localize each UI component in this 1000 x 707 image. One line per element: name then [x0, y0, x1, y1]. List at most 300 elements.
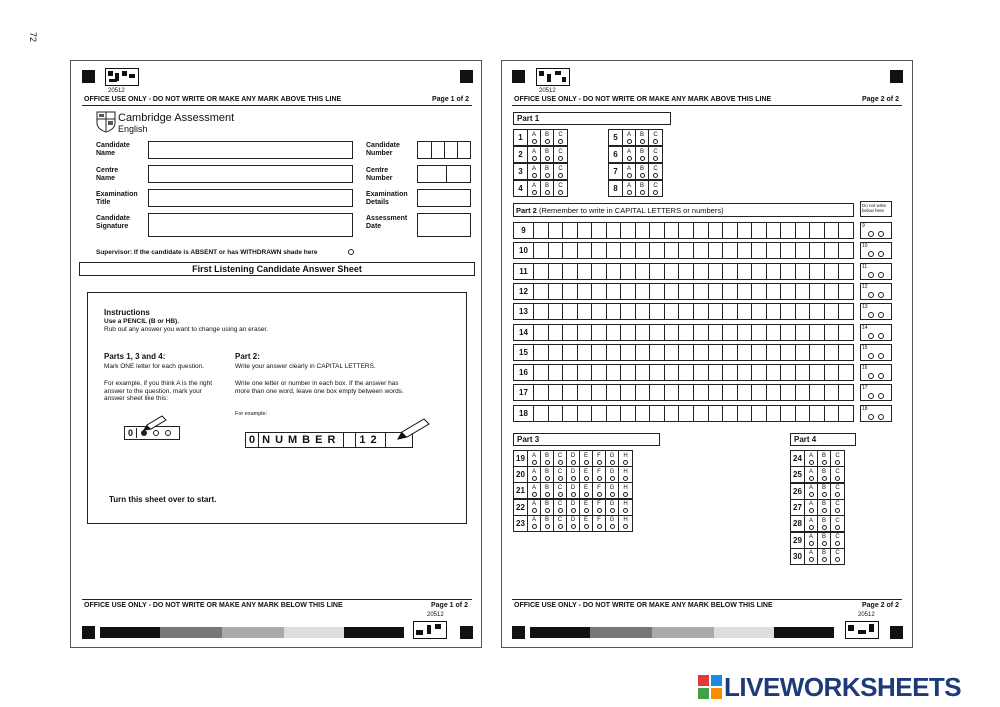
letter-box[interactable]	[738, 304, 753, 319]
letter-box[interactable]	[752, 325, 767, 340]
answer-option[interactable]	[649, 147, 662, 162]
answer-option[interactable]	[623, 147, 636, 162]
letter-box[interactable]	[636, 406, 651, 421]
letter-box[interactable]	[534, 406, 549, 421]
letter-box[interactable]	[592, 385, 607, 400]
option-bubble[interactable]	[623, 508, 628, 513]
letter-box[interactable]	[709, 345, 724, 360]
answer-option[interactable]	[805, 500, 818, 515]
letter-box[interactable]	[621, 325, 636, 340]
letter-box[interactable]	[534, 243, 549, 258]
option-bubble[interactable]	[532, 139, 537, 144]
answer-option[interactable]	[541, 451, 554, 466]
option-bubble[interactable]	[623, 476, 628, 481]
letter-box[interactable]	[723, 345, 738, 360]
answer-option[interactable]	[649, 181, 662, 196]
option-bubble[interactable]	[545, 190, 550, 195]
letter-box[interactable]	[534, 284, 549, 299]
letter-box[interactable]	[636, 284, 651, 299]
answer-option[interactable]	[541, 500, 554, 515]
option-bubble[interactable]	[623, 492, 628, 497]
letter-box[interactable]	[578, 264, 593, 279]
letter-box[interactable]	[621, 345, 636, 360]
letter-box[interactable]	[796, 304, 811, 319]
answer-option[interactable]	[528, 164, 541, 179]
letter-box[interactable]	[767, 243, 782, 258]
letter-box[interactable]	[665, 243, 680, 258]
letter-box[interactable]	[781, 365, 796, 380]
letter-box[interactable]	[767, 325, 782, 340]
letter-box[interactable]	[694, 345, 709, 360]
letter-box[interactable]	[723, 243, 738, 258]
option-bubble[interactable]	[809, 460, 814, 465]
option-bubble[interactable]	[558, 139, 563, 144]
exam-title-field[interactable]	[148, 189, 353, 207]
option-bubble[interactable]	[545, 460, 550, 465]
letter-box[interactable]	[839, 385, 853, 400]
centre-number-field[interactable]	[417, 165, 471, 183]
option-bubble[interactable]	[558, 492, 563, 497]
option-bubble[interactable]	[623, 524, 628, 529]
letter-box[interactable]	[723, 223, 738, 238]
answer-option[interactable]	[805, 533, 818, 548]
option-bubble[interactable]	[623, 460, 628, 465]
answer-option[interactable]	[623, 164, 636, 179]
letter-box[interactable]	[592, 243, 607, 258]
option-bubble[interactable]	[610, 508, 615, 513]
answer-option[interactable]	[567, 483, 580, 498]
letter-box[interactable]	[621, 264, 636, 279]
answer-option[interactable]	[805, 467, 818, 482]
answer-option[interactable]	[606, 467, 619, 482]
letter-box[interactable]	[796, 264, 811, 279]
letter-box[interactable]	[636, 385, 651, 400]
option-bubble[interactable]	[835, 557, 840, 562]
letter-box[interactable]	[709, 284, 724, 299]
letter-box[interactable]	[592, 345, 607, 360]
letter-box[interactable]	[810, 365, 825, 380]
answer-option[interactable]	[541, 147, 554, 162]
option-bubble[interactable]	[532, 190, 537, 195]
letter-box[interactable]	[549, 385, 564, 400]
answer-option[interactable]	[805, 451, 818, 466]
option-bubble[interactable]	[610, 524, 615, 529]
answer-option[interactable]	[831, 516, 844, 531]
option-bubble[interactable]	[835, 492, 840, 497]
letter-box[interactable]	[549, 304, 564, 319]
letter-box[interactable]	[607, 345, 622, 360]
letter-box[interactable]	[563, 264, 578, 279]
option-bubble[interactable]	[545, 476, 550, 481]
letter-box[interactable]	[825, 325, 840, 340]
letter-box[interactable]	[694, 264, 709, 279]
answer-option[interactable]	[567, 500, 580, 515]
letter-box[interactable]	[767, 284, 782, 299]
letter-box[interactable]	[578, 223, 593, 238]
letter-box[interactable]	[665, 345, 680, 360]
letter-box[interactable]	[650, 264, 665, 279]
answer-option[interactable]	[567, 516, 580, 531]
answer-option[interactable]	[593, 451, 606, 466]
letter-box[interactable]	[738, 243, 753, 258]
letter-box[interactable]	[607, 284, 622, 299]
letter-box[interactable]	[723, 304, 738, 319]
answer-option[interactable]	[580, 516, 593, 531]
candidate-signature-field[interactable]	[148, 213, 353, 237]
letter-box[interactable]	[709, 325, 724, 340]
letter-box[interactable]	[796, 345, 811, 360]
answer-option[interactable]	[636, 147, 649, 162]
letter-box[interactable]	[563, 223, 578, 238]
answer-option[interactable]	[649, 130, 662, 145]
letter-box[interactable]	[796, 284, 811, 299]
option-bubble[interactable]	[532, 156, 537, 161]
answer-option[interactable]	[528, 500, 541, 515]
option-bubble[interactable]	[640, 156, 645, 161]
option-bubble[interactable]	[584, 524, 589, 529]
exam-details-field[interactable]	[417, 189, 471, 207]
letter-box[interactable]	[810, 406, 825, 421]
option-bubble[interactable]	[653, 156, 658, 161]
answer-option[interactable]	[567, 467, 580, 482]
letter-box[interactable]	[636, 365, 651, 380]
letter-box[interactable]	[738, 223, 753, 238]
letter-box[interactable]	[825, 345, 840, 360]
letter-box[interactable]	[825, 243, 840, 258]
answer-option[interactable]	[619, 467, 632, 482]
option-bubble[interactable]	[571, 508, 576, 513]
letter-box[interactable]	[752, 365, 767, 380]
letter-box[interactable]	[738, 345, 753, 360]
letter-box[interactable]	[549, 284, 564, 299]
answer-option[interactable]	[580, 500, 593, 515]
letter-box[interactable]	[563, 406, 578, 421]
letter-box[interactable]	[767, 264, 782, 279]
answer-option[interactable]	[593, 500, 606, 515]
option-bubble[interactable]	[558, 190, 563, 195]
letter-box[interactable]	[549, 365, 564, 380]
letter-box[interactable]	[709, 304, 724, 319]
letter-box[interactable]	[825, 284, 840, 299]
letter-box[interactable]	[578, 385, 593, 400]
answer-option[interactable]	[528, 130, 541, 145]
option-bubble[interactable]	[532, 524, 537, 529]
answer-option[interactable]	[554, 147, 567, 162]
option-bubble[interactable]	[809, 525, 814, 530]
letter-box[interactable]	[738, 406, 753, 421]
answer-option[interactable]	[593, 483, 606, 498]
answer-option[interactable]	[831, 451, 844, 466]
answer-option[interactable]	[805, 549, 818, 564]
letter-box[interactable]	[752, 345, 767, 360]
letter-box[interactable]	[679, 365, 694, 380]
letter-box[interactable]	[607, 223, 622, 238]
letter-box[interactable]	[796, 223, 811, 238]
candidate-name-field[interactable]	[148, 141, 353, 159]
answer-option[interactable]	[818, 500, 831, 515]
letter-box[interactable]	[679, 223, 694, 238]
answer-option[interactable]	[580, 483, 593, 498]
letter-box[interactable]	[781, 304, 796, 319]
letter-box[interactable]	[650, 304, 665, 319]
letter-box[interactable]	[709, 406, 724, 421]
letter-box[interactable]	[679, 264, 694, 279]
option-bubble[interactable]	[835, 476, 840, 481]
letter-box[interactable]	[738, 264, 753, 279]
option-bubble[interactable]	[571, 460, 576, 465]
letter-box[interactable]	[781, 243, 796, 258]
answer-option[interactable]	[623, 130, 636, 145]
letter-box[interactable]	[752, 284, 767, 299]
answer-option[interactable]	[554, 451, 567, 466]
letter-box[interactable]	[839, 243, 853, 258]
option-bubble[interactable]	[545, 139, 550, 144]
answer-option[interactable]	[831, 467, 844, 482]
assessment-date-field[interactable]	[417, 213, 471, 237]
letter-box[interactable]	[563, 345, 578, 360]
letter-box[interactable]	[563, 325, 578, 340]
option-bubble[interactable]	[653, 139, 658, 144]
letter-box[interactable]	[752, 223, 767, 238]
answer-option[interactable]	[619, 483, 632, 498]
letter-box[interactable]	[825, 406, 840, 421]
answer-option[interactable]	[831, 484, 844, 499]
option-bubble[interactable]	[809, 541, 814, 546]
answer-option[interactable]	[554, 500, 567, 515]
option-bubble[interactable]	[822, 541, 827, 546]
letter-box[interactable]	[694, 406, 709, 421]
letter-box[interactable]	[592, 325, 607, 340]
option-bubble[interactable]	[809, 476, 814, 481]
option-bubble[interactable]	[822, 508, 827, 513]
letter-box[interactable]	[839, 223, 853, 238]
answer-option[interactable]	[636, 164, 649, 179]
letter-box[interactable]	[709, 223, 724, 238]
letter-box[interactable]	[549, 345, 564, 360]
answer-option[interactable]	[649, 164, 662, 179]
option-bubble[interactable]	[640, 139, 645, 144]
letter-box[interactable]	[650, 284, 665, 299]
letter-box[interactable]	[738, 325, 753, 340]
answer-option[interactable]	[528, 483, 541, 498]
letter-box[interactable]	[534, 304, 549, 319]
answer-option[interactable]	[619, 500, 632, 515]
answer-option[interactable]	[593, 516, 606, 531]
answer-option[interactable]	[818, 484, 831, 499]
letter-box[interactable]	[738, 284, 753, 299]
letter-box[interactable]	[781, 385, 796, 400]
answer-option[interactable]	[831, 500, 844, 515]
letter-box[interactable]	[636, 243, 651, 258]
option-bubble[interactable]	[822, 557, 827, 562]
letter-box[interactable]	[578, 406, 593, 421]
letter-box[interactable]	[592, 284, 607, 299]
letter-box[interactable]	[607, 243, 622, 258]
letter-box[interactable]	[796, 243, 811, 258]
letter-box[interactable]	[796, 365, 811, 380]
letter-box[interactable]	[636, 304, 651, 319]
letter-box[interactable]	[650, 365, 665, 380]
letter-box[interactable]	[679, 406, 694, 421]
letter-box[interactable]	[723, 264, 738, 279]
option-bubble[interactable]	[835, 508, 840, 513]
absent-bubble[interactable]	[348, 249, 354, 255]
letter-box[interactable]	[563, 385, 578, 400]
letter-box[interactable]	[781, 406, 796, 421]
option-bubble[interactable]	[558, 524, 563, 529]
letter-box[interactable]	[694, 325, 709, 340]
letter-box[interactable]	[636, 223, 651, 238]
answer-option[interactable]	[619, 451, 632, 466]
answer-option[interactable]	[606, 516, 619, 531]
option-bubble[interactable]	[627, 190, 632, 195]
letter-box[interactable]	[607, 385, 622, 400]
option-bubble[interactable]	[809, 557, 814, 562]
letter-box[interactable]	[752, 264, 767, 279]
letter-box[interactable]	[665, 264, 680, 279]
answer-option[interactable]	[606, 500, 619, 515]
option-bubble[interactable]	[835, 525, 840, 530]
answer-option[interactable]	[606, 483, 619, 498]
letter-box[interactable]	[650, 345, 665, 360]
letter-box[interactable]	[694, 243, 709, 258]
letter-box[interactable]	[825, 365, 840, 380]
letter-box[interactable]	[621, 406, 636, 421]
letter-box[interactable]	[738, 365, 753, 380]
answer-option[interactable]	[805, 516, 818, 531]
answer-option[interactable]	[528, 451, 541, 466]
letter-box[interactable]	[679, 325, 694, 340]
option-bubble[interactable]	[558, 508, 563, 513]
answer-option[interactable]	[818, 533, 831, 548]
answer-option[interactable]	[554, 164, 567, 179]
letter-box[interactable]	[796, 406, 811, 421]
letter-box[interactable]	[650, 406, 665, 421]
letter-box[interactable]	[621, 385, 636, 400]
option-bubble[interactable]	[532, 460, 537, 465]
letter-box[interactable]	[679, 284, 694, 299]
answer-option[interactable]	[818, 451, 831, 466]
letter-box[interactable]	[694, 304, 709, 319]
letter-box[interactable]	[636, 264, 651, 279]
option-bubble[interactable]	[610, 460, 615, 465]
letter-box[interactable]	[709, 264, 724, 279]
letter-box[interactable]	[578, 345, 593, 360]
option-bubble[interactable]	[558, 156, 563, 161]
letter-box[interactable]	[549, 243, 564, 258]
answer-option[interactable]	[623, 181, 636, 196]
letter-box[interactable]	[767, 385, 782, 400]
letter-box[interactable]	[534, 345, 549, 360]
letter-box[interactable]	[621, 284, 636, 299]
letter-box[interactable]	[738, 385, 753, 400]
option-bubble[interactable]	[545, 508, 550, 513]
option-bubble[interactable]	[558, 460, 563, 465]
letter-box[interactable]	[578, 284, 593, 299]
option-bubble[interactable]	[640, 173, 645, 178]
letter-box[interactable]	[709, 385, 724, 400]
letter-box[interactable]	[825, 264, 840, 279]
option-bubble[interactable]	[822, 492, 827, 497]
letter-box[interactable]	[650, 385, 665, 400]
letter-box[interactable]	[534, 325, 549, 340]
option-bubble[interactable]	[610, 492, 615, 497]
answer-option[interactable]	[528, 147, 541, 162]
option-bubble[interactable]	[653, 173, 658, 178]
letter-box[interactable]	[665, 223, 680, 238]
letter-box[interactable]	[534, 365, 549, 380]
option-bubble[interactable]	[532, 508, 537, 513]
answer-option[interactable]	[805, 484, 818, 499]
answer-option[interactable]	[818, 549, 831, 564]
letter-box[interactable]	[709, 365, 724, 380]
answer-option[interactable]	[554, 483, 567, 498]
option-bubble[interactable]	[822, 476, 827, 481]
answer-option[interactable]	[606, 451, 619, 466]
letter-box[interactable]	[723, 406, 738, 421]
letter-box[interactable]	[839, 365, 853, 380]
answer-option[interactable]	[554, 467, 567, 482]
letter-box[interactable]	[621, 304, 636, 319]
letter-box[interactable]	[723, 385, 738, 400]
letter-box[interactable]	[810, 304, 825, 319]
answer-option[interactable]	[528, 467, 541, 482]
answer-option[interactable]	[567, 451, 580, 466]
letter-box[interactable]	[839, 264, 853, 279]
letter-box[interactable]	[578, 243, 593, 258]
letter-box[interactable]	[549, 264, 564, 279]
answer-option[interactable]	[541, 467, 554, 482]
letter-box[interactable]	[825, 304, 840, 319]
option-bubble[interactable]	[597, 476, 602, 481]
answer-option[interactable]	[636, 130, 649, 145]
option-bubble[interactable]	[809, 492, 814, 497]
answer-option[interactable]	[818, 467, 831, 482]
letter-box[interactable]	[781, 264, 796, 279]
letter-box[interactable]	[767, 223, 782, 238]
letter-box[interactable]	[767, 365, 782, 380]
letter-box[interactable]	[592, 304, 607, 319]
letter-box[interactable]	[607, 365, 622, 380]
letter-box[interactable]	[709, 243, 724, 258]
letter-box[interactable]	[534, 264, 549, 279]
option-bubble[interactable]	[545, 524, 550, 529]
letter-box[interactable]	[679, 345, 694, 360]
letter-box[interactable]	[534, 223, 549, 238]
letter-box[interactable]	[694, 284, 709, 299]
option-bubble[interactable]	[532, 492, 537, 497]
option-bubble[interactable]	[597, 460, 602, 465]
letter-box[interactable]	[563, 304, 578, 319]
letter-box[interactable]	[650, 243, 665, 258]
answer-option[interactable]	[528, 516, 541, 531]
letter-box[interactable]	[636, 345, 651, 360]
option-bubble[interactable]	[627, 139, 632, 144]
letter-box[interactable]	[767, 406, 782, 421]
answer-option[interactable]	[619, 516, 632, 531]
option-bubble[interactable]	[627, 173, 632, 178]
answer-option[interactable]	[541, 516, 554, 531]
letter-box[interactable]	[810, 345, 825, 360]
letter-box[interactable]	[781, 223, 796, 238]
option-bubble[interactable]	[571, 476, 576, 481]
letter-box[interactable]	[839, 406, 853, 421]
letter-box[interactable]	[592, 406, 607, 421]
letter-box[interactable]	[665, 325, 680, 340]
letter-box[interactable]	[796, 385, 811, 400]
letter-box[interactable]	[549, 223, 564, 238]
letter-box[interactable]	[578, 325, 593, 340]
